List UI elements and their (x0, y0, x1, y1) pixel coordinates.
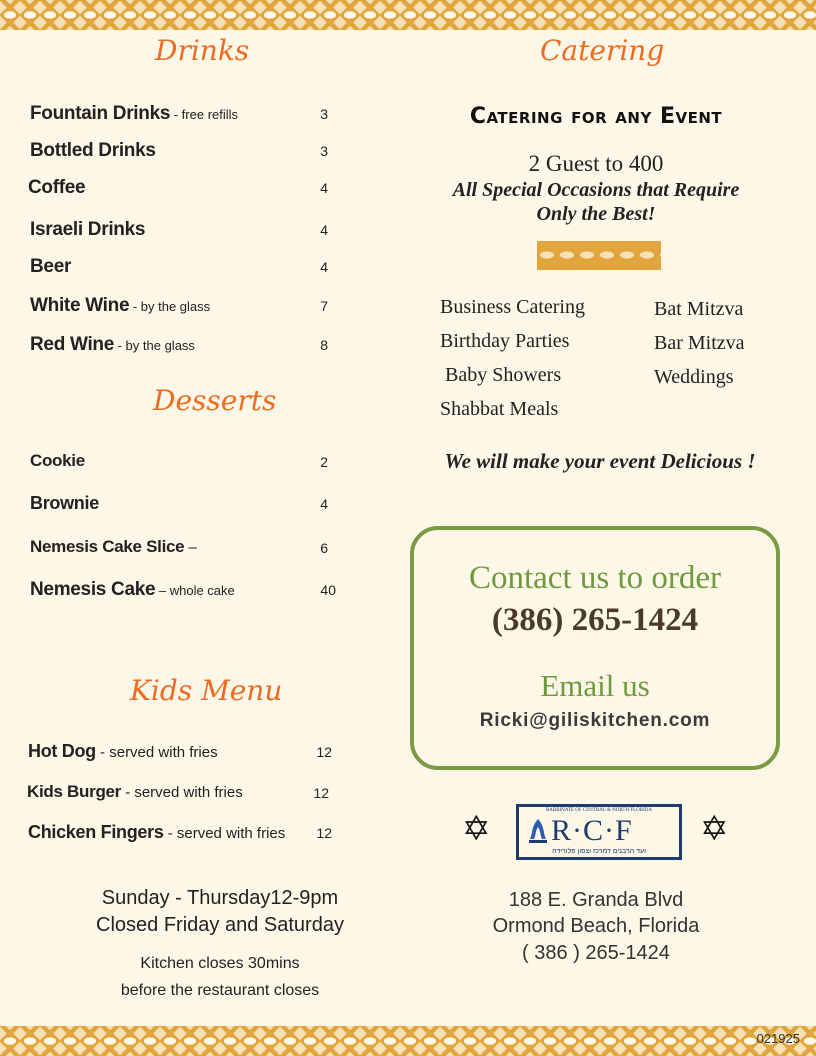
contact-email-link[interactable]: Ricki@giliskitchen.com (479, 710, 711, 731)
contact-order-label: Contact us to order (468, 560, 722, 596)
kitchen-note-1: Kitchen closes 30mins (140, 955, 300, 972)
item-name: Kids Burger (27, 782, 121, 801)
menu-item (30, 451, 336, 473)
menu-item (30, 103, 336, 125)
service-item: Business Catering (440, 296, 585, 318)
email-label: Email us (540, 668, 650, 703)
kids-menu-title: Kids Menu (130, 674, 283, 707)
item-price: 3 (320, 106, 328, 122)
item-price: 3 (320, 143, 328, 159)
drinks-title: Drinks (155, 34, 250, 67)
service-item: Baby Showers (445, 364, 562, 386)
logo-hebrew-text: ועד הרבנים דמרכז וצפון פלורידה (552, 848, 646, 855)
bottom-decorative-border (0, 1026, 816, 1056)
item-name: Brownie (30, 493, 99, 513)
catering-promise: We will make your event Delicious ! (444, 449, 756, 473)
service-item: Bat Mitzva (654, 298, 744, 320)
address-street: 188 E. Granda Blvd (508, 889, 684, 911)
desserts-title: Desserts (153, 384, 277, 417)
menu-item (30, 334, 336, 356)
item-note: - by the glass (129, 299, 211, 314)
contact-box (410, 526, 780, 770)
menu-item (30, 295, 336, 317)
item-name: Chicken Fingers (28, 822, 164, 842)
decorative-pattern-divider (537, 241, 661, 270)
item-note: - served with fries (163, 825, 286, 842)
flame-icon (527, 817, 549, 847)
item-note: – whole cake (155, 583, 235, 598)
contact-phone[interactable]: (386) 265-1424 (491, 602, 699, 638)
catering-heading: Catering for any Event (469, 104, 723, 129)
menu-item (30, 256, 336, 278)
service-item: Weddings (654, 366, 734, 388)
guest-range: 2 Guest to 400 (528, 151, 664, 176)
item-price: 7 (320, 298, 328, 314)
menu-item (30, 579, 336, 601)
rcf-kosher-logo (516, 804, 682, 860)
menu-item (30, 140, 336, 162)
logo-top-text: RABBINATE OF CENTRAL & NORTH FLORIDA (545, 808, 653, 813)
kitchen-note-2: before the restaurant closes (120, 982, 320, 999)
item-name: Coffee (28, 177, 86, 198)
item-note: - served with fries (95, 744, 218, 761)
item-name: White Wine (30, 295, 130, 316)
catering-tagline-2: Only the Best! (536, 203, 656, 225)
menu-item (28, 741, 334, 763)
star-of-david-icon: ✡ (462, 810, 491, 848)
item-price: 6 (320, 540, 328, 556)
catering-title: Catering (540, 34, 665, 67)
menu-item (28, 177, 336, 199)
item-name: Fountain Drinks (30, 103, 171, 124)
menu-item (27, 782, 333, 804)
item-price: 12 (313, 785, 329, 801)
item-note: - by the glass (114, 338, 195, 353)
item-price: 4 (320, 259, 328, 275)
item-note: - free refills (170, 107, 239, 122)
top-decorative-border (0, 0, 816, 30)
service-item: Shabbat Meals (440, 398, 559, 420)
address-phone[interactable]: ( 386 ) 265-1424 (522, 942, 670, 964)
item-name: Hot Dog (28, 741, 96, 761)
item-name: Nemesis Cake Slice (30, 537, 185, 556)
item-note: – (184, 539, 197, 556)
service-item: Birthday Parties (440, 330, 570, 352)
item-price: 4 (320, 222, 328, 238)
item-name: Bottled Drinks (30, 140, 156, 161)
hours-days: Sunday - Thursday12-9pm (101, 887, 339, 909)
logo-letters: R·C·F (551, 814, 633, 847)
item-price: 40 (320, 582, 336, 598)
item-name: Beer (30, 256, 72, 277)
menu-item (30, 493, 336, 515)
item-name: Israeli Drinks (30, 219, 146, 240)
item-price: 4 (320, 180, 328, 196)
service-item: Bar Mitzva (654, 332, 745, 354)
item-name: Red Wine (30, 334, 114, 355)
menu-item (28, 822, 334, 844)
item-note: - served with fries (121, 784, 243, 801)
item-name: Nemesis Cake (30, 579, 156, 600)
item-price: 2 (320, 454, 328, 470)
item-price: 8 (320, 337, 328, 353)
address-city: Ormond Beach, Florida (492, 915, 700, 937)
catering-tagline-1: All Special Occasions that Require (452, 179, 740, 201)
menu-item (30, 219, 336, 241)
star-of-david-icon: ✡ (700, 810, 729, 848)
menu-item (30, 537, 336, 559)
item-price: 12 (316, 825, 332, 841)
item-price: 4 (320, 496, 328, 512)
item-price: 12 (316, 744, 332, 760)
hours-closed: Closed Friday and Saturday (96, 914, 344, 936)
print-code: 021925 (756, 1031, 800, 1046)
item-name: Cookie (30, 451, 85, 470)
